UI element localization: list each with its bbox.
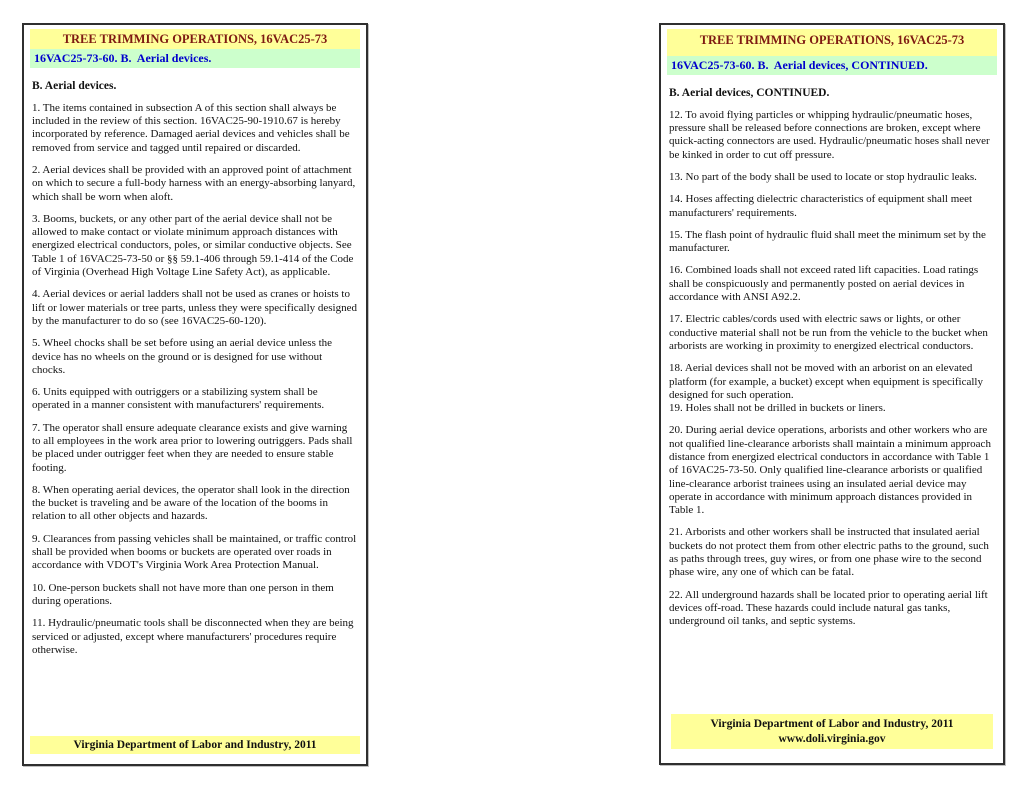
paragraph: 19. Holes shall not be drilled in buckets or liners. [669, 402, 886, 415]
paragraph: 12. To avoid flying particles or whipping hydraulic/pneumatic hoses, pressure shall be released before connections are broken, except where quick-acting connectors are used. Hydraulic/pneumatic hoses shall never be kinked in order to cut off pressure. [669, 108, 993, 161]
document-page-right [659, 23, 1005, 765]
paragraph: 11. Hydraulic/pneumatic tools shall be disconnected when they are being serviced or adjusted, except where manufacturers' procedures require otherwise. [32, 617, 357, 656]
section-reference-bar: 16VAC25-73-60. B. Aerial devices. [30, 49, 360, 67]
section-heading: B. Aerial devices. [32, 79, 117, 92]
paragraph: 17. Electric cables/cords used with electric saws or lights, or other conductive material shall not be run from the vehicle to the bucket when arborists are working in proximity to energized electrical conductors. [669, 313, 991, 352]
paragraph: 6. Units equipped with outriggers or a stabilizing system shall be operated in a manner consistent with manufacturers' requirements. [32, 386, 325, 412]
page-title-bar: TREE TRIMMING OPERATIONS, 16VAC25-73 [667, 29, 997, 56]
footer-line: www.doli.virginia.gov [778, 732, 886, 745]
paragraph: 21. Arborists and other workers shall be instructed that insulated aerial buckets do not protect them from other electric paths to the ground, such as paths through trees, guy wires, or from one phase wire to the second phase wire, any one of which can be fatal. [669, 526, 992, 579]
paragraph: 5. Wheel chocks shall be set before using an aerial device unless the device has no wheels on the ground or is designed for use without chocks. [32, 337, 335, 376]
footer-line: Virginia Department of Labor and Industry, 2011 [73, 738, 317, 751]
paragraph-list [667, 100, 997, 629]
paragraph-list [30, 93, 360, 657]
paragraph: 13. No part of the body shall be used to locate or stop hydraulic leaks. [669, 170, 977, 183]
paragraph: 10. One-person buckets shall not have more than one person in them during operations. [32, 581, 337, 607]
section-reference-bar: 16VAC25-73-60. B. Aerial devices, CONTINUED. [667, 56, 997, 74]
paragraph: 2. Aerial devices shall be provided with an approved point of attachment on which to secure a full-body harness with an energy-absorbing lanyard, which shall be worn when aloft. [32, 163, 359, 203]
section-heading: B. Aerial devices, CONTINUED. [669, 86, 830, 99]
paragraph: 20. During aerial device operations, arborists and other workers who are not qualified line-clearance arborists shall maintain a minimum approach distance from energized electrical conductors in accordance with Table 1 of 16VAC25-73-50. Only qualified line-clearance arborists or qualified line-clearance arborist trainees using an insulated aerial device may operate in accordance with minimum approach distances provided in Table 1. [669, 424, 994, 517]
paragraph: 22. All underground hazards shall be located prior to operating aerial lift devices off-road. These hazards could include natural gas tanks, underground oil tanks, and septic systems. [669, 588, 991, 628]
document-page-left [22, 23, 368, 766]
paragraph: 16. Combined loads shall not exceed rated lift capacities. Load ratings shall be conspicuously and permanently posted on aerial devices in accordance with ANSI A92.2. [669, 264, 981, 304]
paragraph: 14. Hoses affecting dielectric characteristics of equipment shall meet manufacturers' requirements. [669, 193, 975, 219]
paragraph: 7. The operator shall ensure adequate clearance exists and give warning to all employees in the work area prior to lowering outriggers. Pads shall be placed under outrigger feet when they are needed to ensure stable footing. [32, 421, 356, 474]
footer-bar [671, 714, 993, 749]
page-title-bar: TREE TRIMMING OPERATIONS, 16VAC25-73 [30, 29, 360, 49]
footer-line: Virginia Department of Labor and Industry, 2011 [710, 718, 954, 731]
footer-bar [30, 736, 360, 754]
paragraph: 1. The items contained in subsection A of this section shall always be included in the review of this section. 16VAC25-90-1910.67 is hereby incorporated by reference. Damaged aerial devices and vehicles shall be removed from service and tagged until repaired or discarded. [32, 101, 353, 154]
paragraph: 4. Aerial devices or aerial ladders shall not be used as cranes or hoists to lift or lower materials or tree parts, unless they were specifically designed by the manufacturer to do so (see 16VAC25-60-120). [32, 288, 360, 327]
paragraph: 9. Clearances from passing vehicles shall be maintained, or traffic control shall be provided when booms or buckets are operated over roads in accordance with VDOT's Virginia Work Area Protection Manual. [32, 532, 359, 572]
paragraph: 18. Aerial devices shall not be moved with an arborist on an elevated platform (for example, a bucket) except when equipment is specifically designed for such operation. [669, 362, 986, 401]
paragraph: 3. Booms, buckets, or any other part of the aerial device shall not be allowed to make contact or violate minimum approach distances with energized electrical conductors, poles, or similar conductive objects. See Table 1 of 16VAC25-73-50 or §§ 59.1-406 through 59.1-414 of the Code of Virginia (Overhead High Voltage Line Safety Act), as applicable. [32, 212, 357, 279]
paragraph: 15. The flash point of hydraulic fluid shall meet the minimum set by the manufacturer. [669, 228, 989, 255]
paragraph: 8. When operating aerial devices, the operator shall look in the direction the bucket is traveling and be aware of the location of the booms in relation to all other objects and hazards. [32, 483, 353, 523]
